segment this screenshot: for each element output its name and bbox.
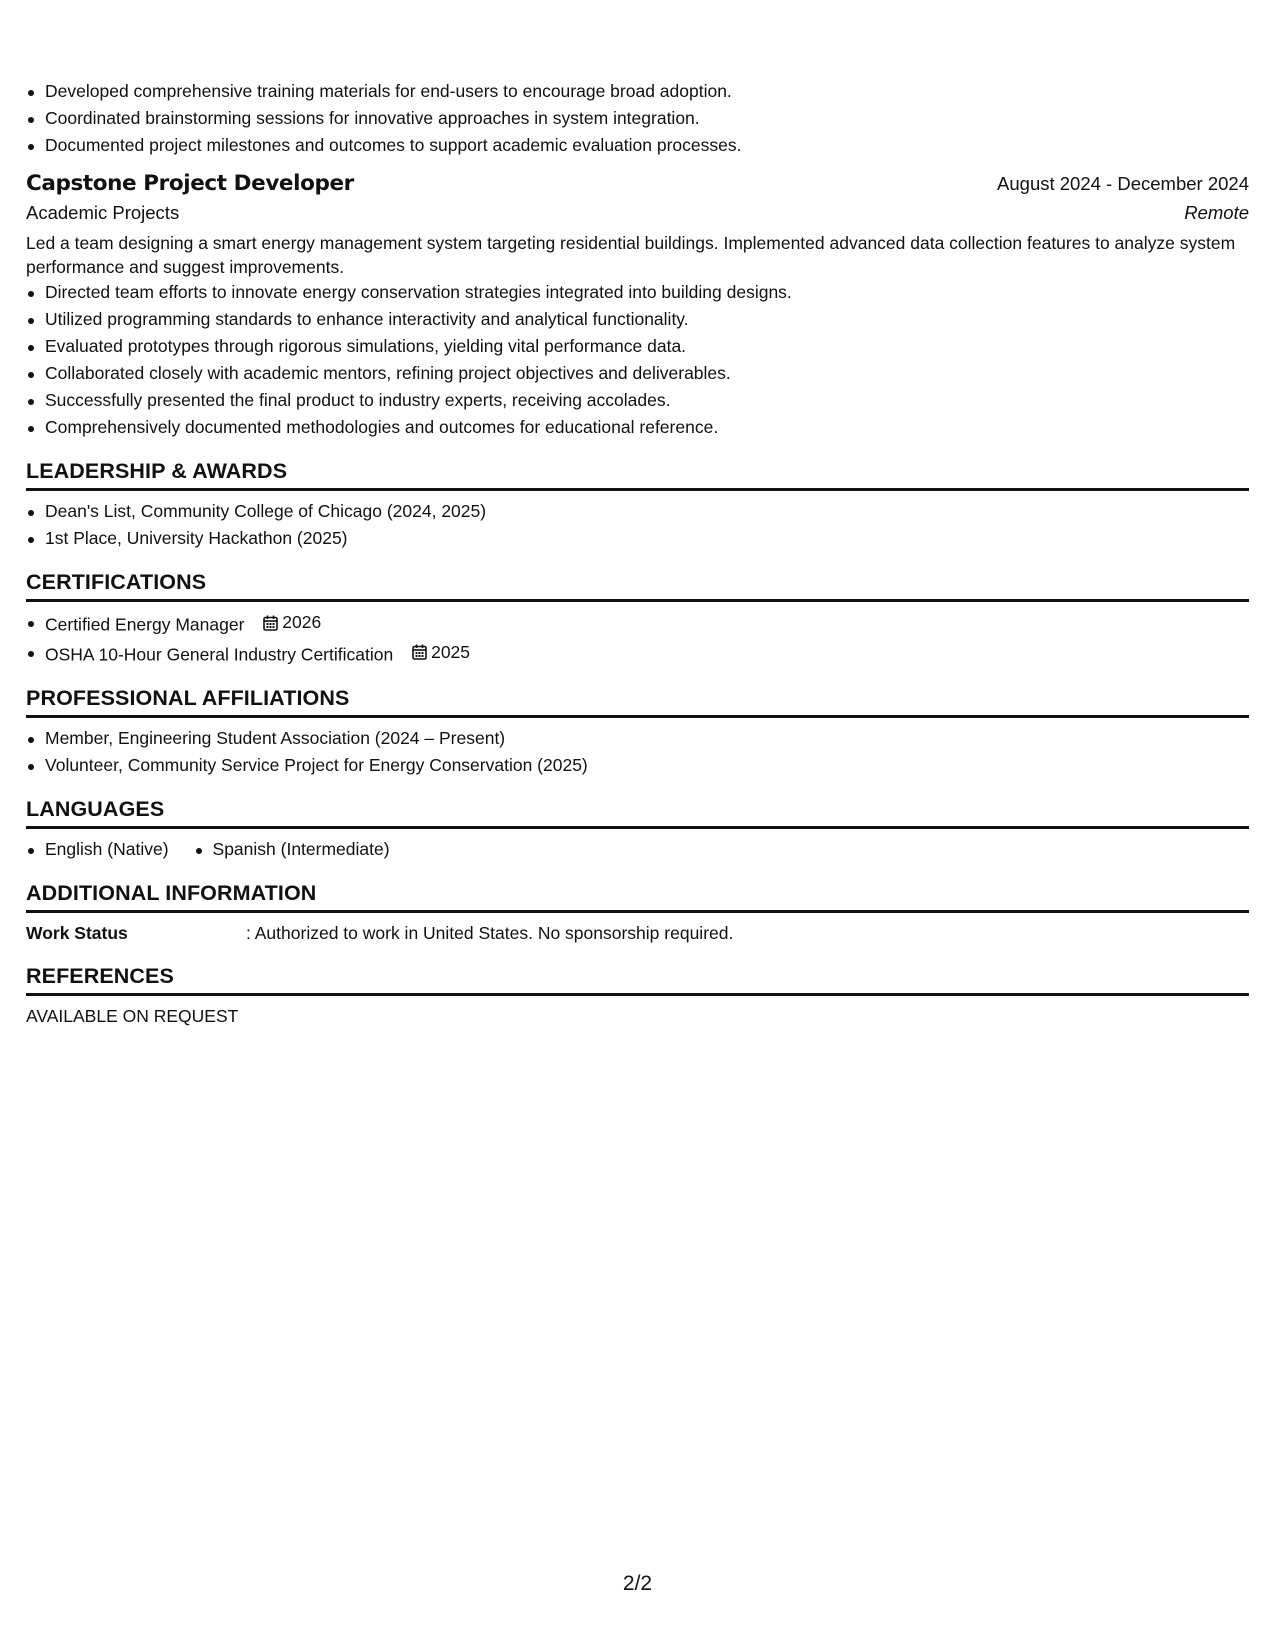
section-title: PROFESSIONAL AFFILIATIONS (26, 686, 1249, 718)
certification-name: OSHA 10-Hour General Industry Certification (45, 644, 394, 664)
work-status-value: : Authorized to work in United States. No sponsorship required. (246, 923, 734, 943)
page-number: 2/2 (622, 1572, 653, 1595)
previous-job-bullets (26, 78, 1249, 159)
job-bullets (26, 279, 1249, 441)
calendar-icon (412, 644, 427, 660)
job-location: Remote (1184, 202, 1249, 223)
job-organization: Academic Projects (26, 202, 180, 223)
section-title: LEADERSHIP & AWARDS (26, 459, 1249, 491)
section-title: CERTIFICATIONS (26, 570, 1249, 602)
list-item: Directed team efforts to innovate energy conservation strategies integrated into building designs. (45, 279, 1249, 306)
list-item: Evaluated prototypes through rigorous simulations, yielding vital performance data. (45, 333, 1249, 360)
list-item: Utilized programming standards to enhance interactivity and analytical functionality. (45, 306, 1249, 333)
list-item: Dean's List, Community College of Chicago (2024, 2025) (45, 498, 1249, 525)
references-section (26, 964, 1249, 1029)
list-item (45, 609, 1249, 639)
list-item: Coordinated brainstorming sessions for innovative approaches in system integration. (45, 105, 1249, 132)
list-item: Successfully presented the final product to industry experts, receiving accolades. (45, 387, 1249, 414)
job-entry (26, 171, 1249, 441)
certification-year: 2026 (282, 612, 322, 632)
leadership-section (26, 459, 1249, 552)
list-item: Spanish (Intermediate) (213, 836, 390, 863)
additional-info-section (26, 881, 1249, 946)
list-item: Member, Engineering Student Association (2024 – Present) (45, 725, 1249, 752)
list-item: Comprehensively documented methodologies and outcomes for educational reference. (45, 414, 1249, 441)
section-title: LANGUAGES (26, 797, 1249, 829)
job-dates: August 2024 - December 2024 (997, 173, 1249, 194)
certification-year: 2025 (431, 641, 471, 662)
list-item: Documented project milestones and outcomes to support academic evaluation processes. (45, 132, 1249, 159)
references-text: AVAILABLE ON REQUEST (26, 1006, 239, 1026)
languages-section (26, 797, 1249, 863)
affiliations-section (26, 686, 1249, 779)
job-description: Led a team designing a smart energy management system targeting residential buildings. Implemented advanced data collection features to analyze system performance and suggest improvements. (26, 233, 1236, 277)
list-item: Developed comprehensive training materials for end-users to encourage broad adoption. (45, 78, 1249, 105)
list-item: 1st Place, University Hackathon (2025) (45, 525, 1249, 552)
work-status-label: Work Status (26, 923, 128, 943)
list-item: Volunteer, Community Service Project for Energy Conservation (2025) (45, 752, 1249, 779)
list-item: Collaborated closely with academic mentors, refining project objectives and deliverables. (45, 360, 1249, 387)
resume-page (26, 78, 1249, 1029)
list-item: English (Native) (45, 836, 169, 863)
certification-name: Certified Energy Manager (45, 614, 245, 635)
calendar-icon (263, 615, 278, 631)
job-title: Capstone Project Developer (26, 171, 354, 196)
list-item (45, 639, 1249, 669)
certifications-section (26, 570, 1249, 668)
section-title: REFERENCES (26, 964, 1249, 996)
section-title: ADDITIONAL INFORMATION (26, 881, 1249, 913)
